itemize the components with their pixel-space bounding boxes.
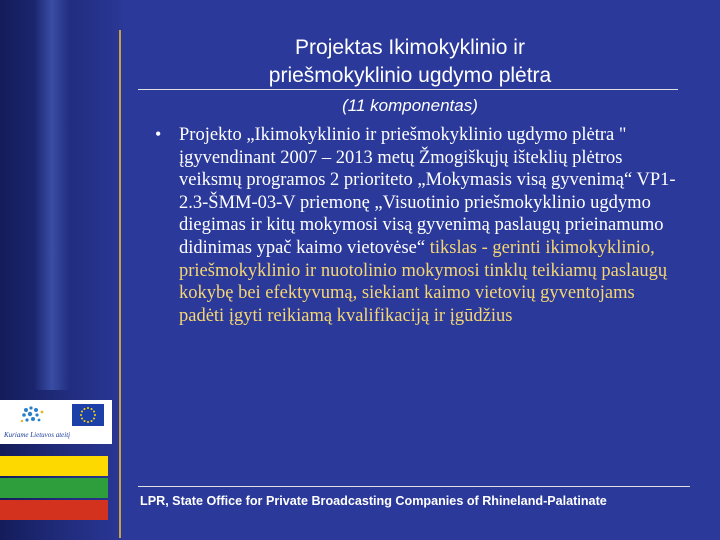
flag-stripe-yellow	[0, 456, 108, 476]
flag-stripe-green	[0, 478, 108, 498]
slide-subtitle: (11 komponentas)	[342, 96, 478, 115]
esf-stars-icon	[18, 404, 46, 426]
flag-stripe-red	[0, 500, 108, 520]
body-text-part-1: Projekto „Ikimokyklinio ir priešmokyklinio ugdymo plėtra " įgyvendinant 2007 – 2013 metų Žmogiškųjų išteklių plėtros veiksmų programos 2 prioriteto „Mokymasis visą gyvenimą“ VP1-2.3-ŠMM-03-V priemonę „Visuotinio priešmokyklinio ugdymo diegimas ir kitų mokymosi visą gyvenimą paslaugų prieinamumo didinimas ypač kaimo vietovėse“	[179, 125, 676, 258]
body-text-part-2: - gerinti ikimokyklinio, priešmokyklinio ir nuotolinio mokymosi tinklų teikiamų paslaugų kokybę bei efektyvumą, siekiant kaimo vietovių gyventojams padėti įgyti reikiamą kvalifikaciją ir įgūdžius	[179, 237, 668, 326]
title-line-1: Projektas Ikimokyklinio ir	[295, 36, 525, 59]
eu-flag-icon	[72, 404, 104, 426]
body-paragraph	[179, 124, 684, 327]
logo-caption: Kuriame Lietuvos ateitį	[4, 431, 71, 439]
footer-text: LPR, State Office for Private Broadcasting Companies of Rhineland-Palatinate	[140, 494, 607, 508]
slide-title	[140, 34, 680, 90]
lithuanian-flag	[0, 456, 108, 522]
left-light-beam	[34, 0, 70, 390]
footer-rule	[138, 486, 690, 487]
title-line-2: priešmokyklinio ugdymo plėtra	[268, 64, 552, 87]
body-keyword: tikslas	[429, 237, 477, 258]
funding-logos	[0, 400, 112, 444]
bullet-marker: •	[155, 124, 162, 144]
title-underline	[138, 89, 678, 90]
vertical-gold-rule	[119, 30, 121, 538]
